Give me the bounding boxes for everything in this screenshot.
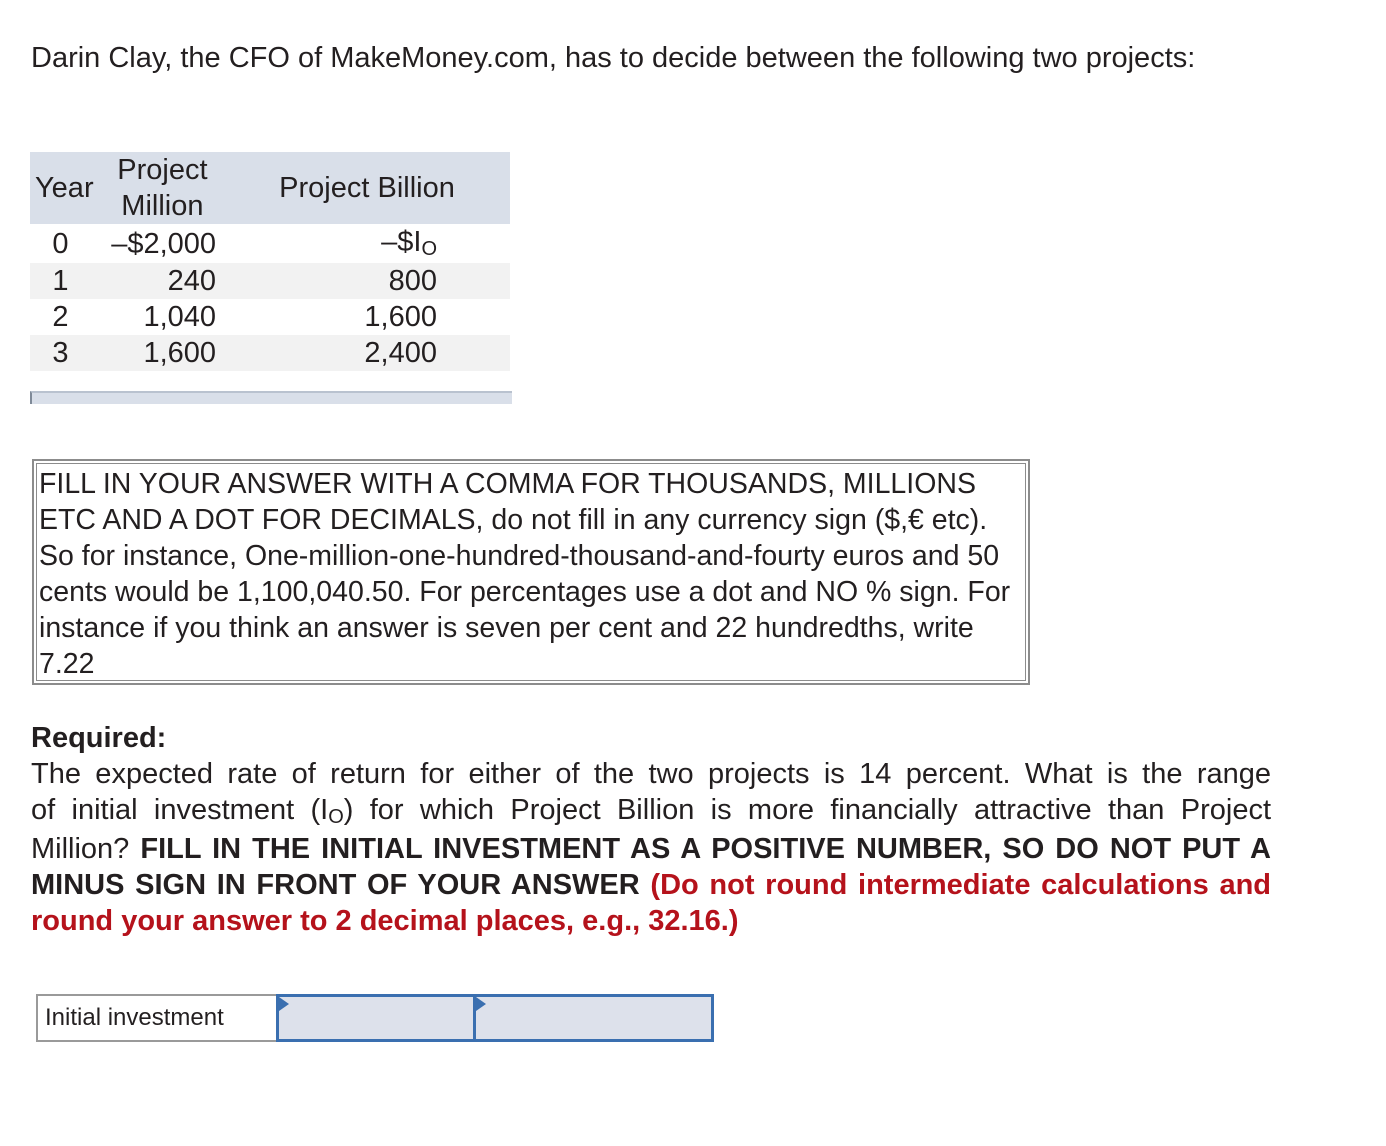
field-marker-icon bbox=[279, 997, 289, 1011]
answer-field-2-container bbox=[476, 994, 714, 1042]
required-line-2-prefix: of initial investment (I bbox=[31, 794, 329, 826]
header-project-billion: Project Billion bbox=[224, 152, 510, 224]
table-header-row bbox=[30, 152, 510, 224]
field-marker-icon bbox=[476, 997, 486, 1011]
required-line-2-subscript: O bbox=[328, 806, 344, 828]
table-row bbox=[30, 335, 510, 371]
cell-billion: 1,600 bbox=[364, 301, 437, 333]
required-title: Required: bbox=[31, 722, 167, 754]
cell-billion: 800 bbox=[224, 263, 510, 299]
cell-billion: 2,400 bbox=[224, 335, 510, 371]
header-project-million-line1: Project bbox=[117, 154, 208, 186]
cell-million: –$2,000 bbox=[111, 227, 217, 260]
header-year: Year bbox=[30, 152, 101, 224]
billion-prefix: –$I bbox=[381, 226, 422, 258]
instructions-box bbox=[32, 459, 1030, 685]
required-instructions bbox=[31, 831, 1271, 939]
table-row bbox=[30, 263, 510, 299]
intro-text: Darin Clay, the CFO of MakeMoney.com, has to decide between the following two projects: bbox=[31, 42, 1196, 74]
cell-million: 240 bbox=[101, 263, 224, 299]
cell-billion bbox=[224, 224, 510, 263]
projects-table bbox=[30, 152, 510, 371]
required-line-3-prefix: Million? bbox=[31, 833, 130, 865]
required-section bbox=[31, 720, 1271, 939]
table-footer-bar bbox=[30, 391, 512, 404]
instructions-text: FILL IN YOUR ANSWER WITH A COMMA FOR THOUSANDS, MILLIONS ETC AND A DOT FOR DECIMALS, do not fill in any currency sign ($,€ etc). So for instance, One-million-one-hundred-thousand-and-fourty euros and 50 cents would be 1,100,040.50. For percentages use a dot and NO % sign. For instance if you think an answer is seven per cent and 22 hundredths, write 7.22 bbox=[36, 463, 1026, 681]
required-rounding-note: (Do not round intermediate calculations and round your answer to 2 decimal places, e.g., 32.16.) bbox=[31, 869, 1272, 937]
answer-label: Initial investment bbox=[36, 994, 276, 1042]
header-project-million-line2: Million bbox=[121, 190, 204, 222]
billion-subscript: O bbox=[421, 238, 437, 260]
required-line-1: The expected rate of return for either of the two projects is 14 percent. What is the range bbox=[31, 758, 1271, 790]
initial-investment-input-1[interactable] bbox=[279, 997, 473, 1039]
answer-row bbox=[36, 994, 714, 1042]
cell-million: 1,600 bbox=[101, 335, 224, 371]
cell-year: 3 bbox=[30, 335, 101, 371]
initial-investment-input-2[interactable] bbox=[476, 997, 711, 1039]
table-row bbox=[30, 299, 510, 335]
answer-field-1-container bbox=[276, 994, 476, 1042]
cell-year: 2 bbox=[52, 301, 69, 333]
cell-year: 0 bbox=[52, 227, 69, 260]
header-project-million bbox=[101, 152, 224, 224]
required-line-2 bbox=[31, 792, 1271, 831]
table-row bbox=[30, 224, 510, 263]
required-bold-instruction: FILL IN THE INITIAL INVESTMENT AS A POSITIVE NUMBER, SO DO NOT PUT A MINUS SIGN IN FRONT OF YOUR ANSWER bbox=[31, 833, 1271, 901]
cell-million: 1,040 bbox=[143, 301, 217, 333]
cell-year: 1 bbox=[30, 263, 101, 299]
required-line-2-suffix: ) for which Project Billion is more financially attractive than Project bbox=[343, 794, 1272, 826]
